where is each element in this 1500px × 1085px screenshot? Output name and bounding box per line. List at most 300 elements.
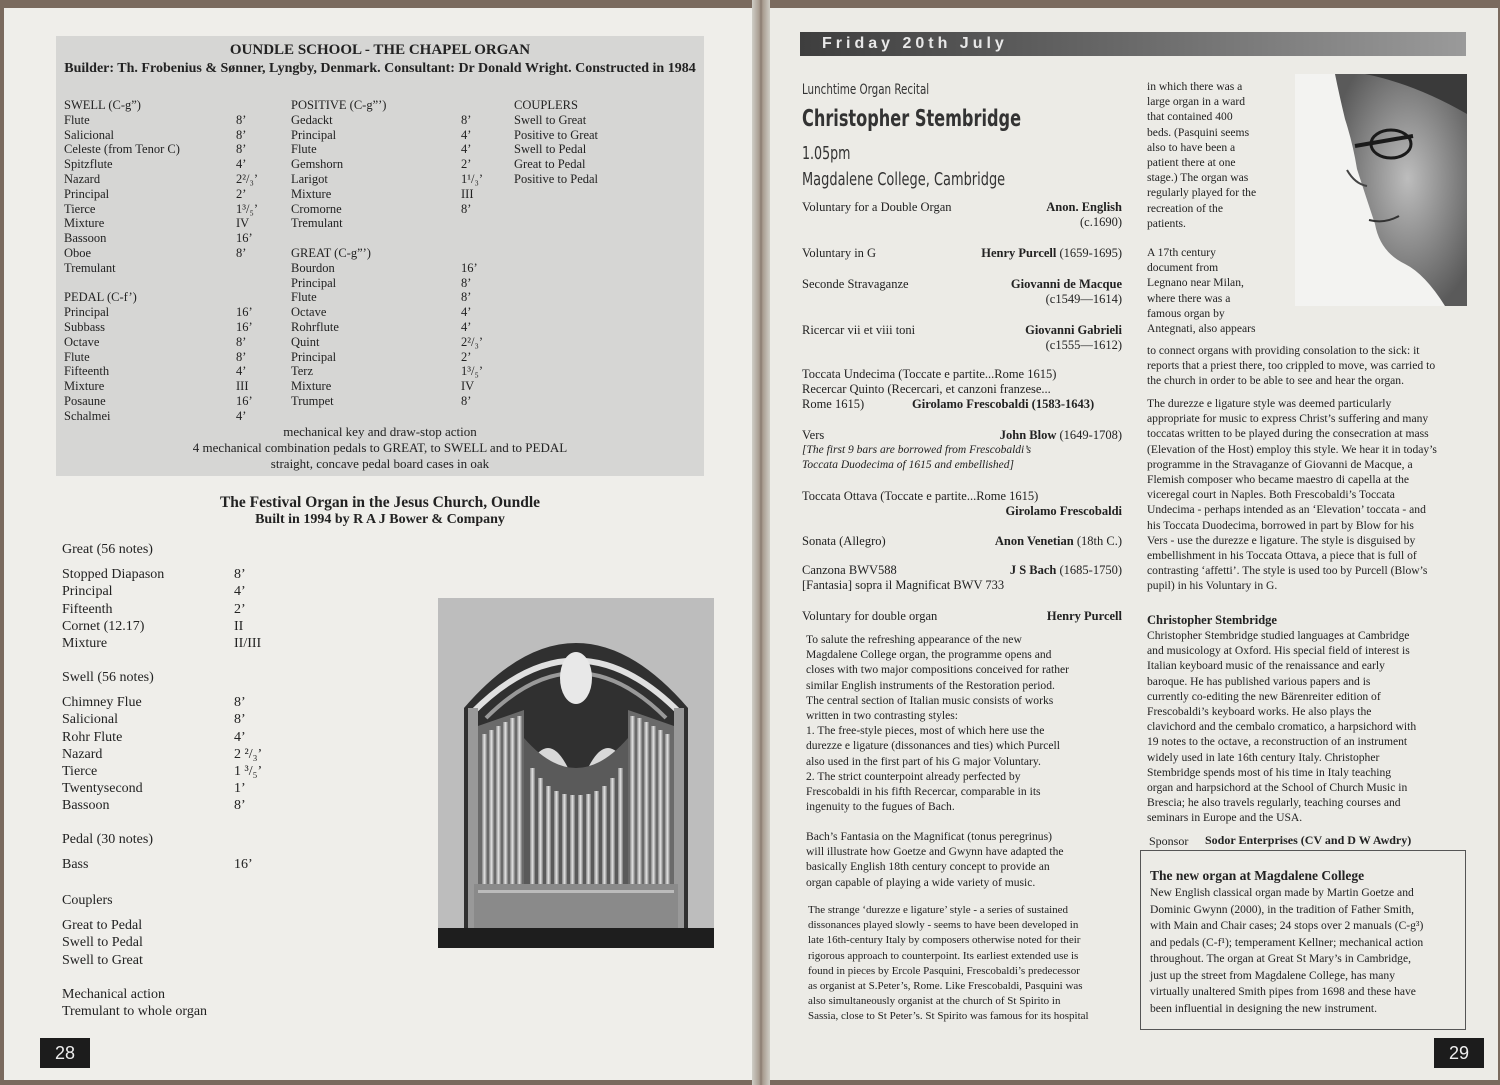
festival-couplers-heading: Couplers: [62, 893, 113, 908]
stop-name: Tremulant: [291, 216, 343, 231]
stop-size: III: [236, 379, 249, 394]
stop-size: 2’: [461, 349, 472, 364]
text-line: rigorous approach to counterpoint. Its earliest extended use is: [808, 949, 1079, 962]
stop-row: [64, 112, 247, 128]
programme-note: Toccata Duodecima of 1615 and embellished]: [802, 459, 1014, 471]
stop-size: II/III: [234, 635, 262, 651]
text-line: that contained 400: [1147, 110, 1233, 124]
stop-name: Mixture: [64, 216, 105, 231]
composer-dates: (18th C.): [1076, 534, 1122, 548]
programme-item: [802, 367, 1132, 412]
event-venue: Magdalene College, Cambridge: [802, 169, 1006, 190]
stop-row: [64, 157, 247, 172]
text-line: To salute the refreshing appearance of the new: [806, 633, 1022, 646]
text-line: pupil) in his Voluntary in G.: [1147, 579, 1278, 593]
text-line: written in two contrasting styles:: [806, 709, 958, 723]
stop-row: [64, 364, 247, 379]
notes-column-b: [1147, 245, 1297, 336]
text-line: famous organ by: [1147, 306, 1225, 320]
stop-size: 8’: [234, 712, 246, 728]
text-line: virtually unaltered Smith pipes from 1698 and these have: [1150, 985, 1416, 998]
festival-organ-subtitle: Built in 1994 by R A J Bower & Company: [255, 512, 505, 527]
couplers-list: [514, 113, 598, 187]
stop-size: 16’: [461, 260, 478, 275]
stop-row: [64, 349, 247, 365]
text-line: viceregal court in Naples. Both Frescobaldi’s Toccata: [1147, 488, 1395, 502]
stop-row: [291, 127, 472, 143]
work-title: Seconde Stravaganze: [802, 277, 909, 291]
stop-name: Principal: [291, 275, 337, 290]
stop-row: [62, 797, 246, 814]
stop-size: 1’: [234, 781, 246, 797]
stop-name: Schalmei: [64, 408, 111, 423]
composer-dates: (1685-1750): [1059, 563, 1122, 577]
text-line: late 16th-century Italy by composers otherwise noted for their: [808, 934, 1081, 947]
composer: Giovanni Gabrieli: [1025, 323, 1122, 337]
text-line: Undecima - perhaps intended as an ‘Elevation’ toccata - and: [1147, 503, 1426, 517]
stop-size: 1 ³/₅’: [234, 763, 263, 779]
stop-row: [64, 393, 253, 409]
stop-name: Flute: [291, 142, 317, 157]
text-line: Frescobaldi’s keyboard works. He also plays the: [1147, 705, 1372, 719]
text-line: Bach’s Fantasia on the Magnificat (tonus peregrinus): [806, 830, 1052, 843]
stop-size: 8’: [461, 275, 472, 290]
stop-name: Rohr Flute: [62, 729, 123, 745]
text-line: found in pieces by Ercole Pasquini, Frescobaldi’s predecessor: [808, 964, 1080, 977]
stop-row: [62, 601, 246, 618]
work-title: Rome 1615): [802, 397, 865, 411]
stop-name: Fifteenth: [64, 364, 110, 379]
stop-name: Mixture: [64, 379, 105, 394]
programme-notes-1: [806, 632, 1136, 814]
bio-text: [1147, 628, 1477, 826]
stop-row: [62, 746, 263, 763]
event-type: Lunchtime Organ Recital: [802, 82, 930, 98]
performer-portrait: [1295, 74, 1467, 306]
positive-heading: POSITIVE (C-g”’): [291, 98, 387, 112]
stop-size: 8’: [234, 695, 246, 711]
stop-name: Nazard: [62, 746, 103, 762]
text-line: reports that a priest there, too crippled to move, was carried to: [1147, 359, 1436, 373]
text-line: The durezze e ligature style was deemed particularly: [1147, 397, 1392, 410]
composer-dates: (c1555—1612): [1045, 338, 1122, 352]
composer-dates: (1649-1708): [1059, 428, 1122, 442]
programme-item: [802, 489, 1122, 519]
sponsor-name: Sodor Enterprises (CV and D W Awdry): [1205, 833, 1412, 847]
composer-dates: (c.1690): [1080, 215, 1122, 229]
stop-name: Principal: [62, 584, 113, 600]
text-line: Vers - use the durezze e ligature. The style is disguised by: [1147, 533, 1416, 547]
text-line: and musicology at Oxford. His special field of interest is: [1147, 644, 1410, 658]
stop-name: Salicional: [62, 712, 118, 728]
stop-size: 2’: [461, 157, 472, 172]
stop-size: 8’: [236, 349, 247, 364]
stop-size: 2²/₃’: [461, 334, 483, 349]
stop-size: 2²/₃’: [236, 171, 258, 186]
composer: Henry Purcell: [981, 246, 1057, 260]
festival-great-stops: [62, 566, 262, 652]
stop-name: Chimney Flue: [62, 695, 142, 711]
text-line: stage.) The organ was: [1147, 171, 1249, 185]
festival-swell-stops: [62, 694, 263, 814]
stop-size: 16’: [236, 393, 253, 408]
programme-notes-3: [808, 903, 1138, 1025]
stop-size: 8’: [236, 127, 247, 142]
programme-item: [802, 563, 1122, 593]
pedal-stops: [64, 305, 253, 423]
stop-row: [291, 393, 472, 409]
great-stops: [291, 260, 483, 409]
composer: Girolamo Frescobaldi (1583-1643): [912, 397, 1095, 411]
coupler-item: Swell to Great: [514, 112, 587, 127]
positive-stops: [291, 112, 483, 231]
programme-item: [802, 200, 1122, 230]
stop-size: 2’: [234, 601, 246, 617]
coupler-item: Swell to Great: [62, 952, 143, 968]
stop-row: [291, 186, 474, 202]
stop-name: Principal: [64, 305, 110, 320]
stop-name: Bassoon: [62, 798, 110, 814]
stop-row: [62, 618, 244, 635]
text-line: Dominic Gwynn (2000), in the tradition of Father Smith,: [1150, 902, 1415, 916]
stop-name: Quint: [291, 334, 320, 349]
stop-size: 8’: [236, 112, 247, 127]
stop-name: Posaune: [64, 393, 106, 408]
text-line: beds. (Pasquini seems: [1147, 125, 1250, 139]
text-line: 2. The strict counterpoint already perfected by: [806, 769, 1021, 783]
sponsor-label: Sponsor: [1149, 834, 1189, 848]
stop-name: Cornet (12.17): [62, 618, 145, 634]
stop-size: 8’: [234, 798, 246, 814]
stop-row: [291, 216, 386, 231]
coupler-item: Great to Pedal: [514, 157, 586, 172]
stop-row: [64, 171, 258, 187]
stop-name: Principal: [291, 127, 337, 142]
text-line: closes with two major compositions conceived for rather: [806, 663, 1070, 677]
festival-great-heading: Great (56 notes): [62, 542, 153, 557]
work-title: Toccata Ottava (Toccate e partite...Rome 1615): [802, 489, 1039, 503]
stop-row: [64, 379, 249, 394]
stop-size: II: [234, 618, 244, 634]
date-banner: Friday 20th July: [800, 32, 1466, 56]
stop-size: 16’: [234, 857, 253, 873]
stop-row: [291, 349, 472, 365]
text-line: baroque. He has published various papers and is: [1147, 674, 1371, 688]
stop-size: 4’: [461, 127, 472, 142]
text-line: will illustrate how Goetze and Gwynn have adapted the: [806, 845, 1064, 859]
text-line: patient there at one: [1147, 156, 1236, 170]
text-line: (Elevation of the Host) employ this style. We hear it in today’s: [1147, 442, 1437, 456]
text-line: 1. The free-style pieces, most of which here use the: [806, 724, 1045, 738]
stop-size: 8’: [461, 290, 472, 305]
pedal-heading: PEDAL (C-f’): [64, 290, 137, 305]
stop-name: Salicional: [64, 127, 114, 142]
stop-name: Trumpet: [291, 393, 334, 408]
stop-row: [62, 694, 246, 711]
stop-name: Tremulant: [64, 260, 116, 275]
text-line: throughout. The organ at Great St Mary’s in Cambridge,: [1150, 952, 1412, 965]
text-line: and pedals (C-f¹); temperament Kellner; mechanical action: [1150, 935, 1424, 949]
work-title: Sonata (Allegro): [802, 534, 886, 548]
stop-size: 4’: [236, 157, 247, 172]
stop-row: [64, 127, 247, 143]
stop-name: Fifteenth: [62, 601, 113, 617]
stop-name: Octave: [291, 305, 327, 320]
stop-size: 4’: [236, 364, 247, 379]
text-line: in which there was a: [1147, 80, 1243, 93]
stop-row: [62, 566, 246, 583]
text-line: clavichord and the cembalo cromatico, a harpsichord with: [1147, 720, 1417, 734]
new-organ-title: The new organ at Magdalene College: [1150, 868, 1365, 883]
text-line: Brescia; he also travels regularly, teaching courses and: [1147, 796, 1401, 810]
stop-size: 8’: [461, 112, 472, 127]
stop-row: [62, 635, 262, 652]
stop-name: Mixture: [291, 186, 332, 201]
text-line: his Toccata Duodecima, borrowed in part by Blow for his: [1147, 518, 1414, 532]
stop-name: Tierce: [62, 763, 98, 779]
text-line: large organ in a ward: [1147, 95, 1246, 109]
programme-item: [802, 246, 1122, 261]
stop-row: [62, 711, 246, 728]
event-time: 1.05pm: [802, 143, 851, 164]
stop-name: Principal: [64, 186, 110, 201]
composer: Anon Venetian: [994, 534, 1074, 548]
festival-swell-heading: Swell (56 notes): [62, 670, 154, 685]
work-title: Voluntary for double organ: [802, 609, 938, 623]
text-line: The strange ‘durezze e ligature’ style - a series of sustained: [808, 904, 1069, 916]
stop-name: Oboe: [64, 245, 92, 260]
bio-heading: Christopher Stembridge: [1147, 613, 1277, 627]
text-line: Antegnati, also appears: [1147, 322, 1256, 336]
programme-notes-2: [806, 829, 1136, 890]
composer: Giovanni de Macque: [1010, 277, 1122, 291]
stop-name: Flute: [64, 112, 90, 127]
stop-size: 8’: [461, 393, 472, 408]
programme-note: [The first 9 bars are borrowed from Frescobaldi’s: [802, 444, 1032, 456]
organ-photo: [438, 598, 714, 948]
text-line: to connect organs with providing consolation to the sick: it: [1147, 344, 1420, 357]
stop-row: [64, 245, 247, 261]
stop-row: [64, 231, 253, 246]
stop-row: [64, 201, 258, 217]
stop-size: 4’: [234, 729, 246, 745]
festival-footer-line: Mechanical action: [62, 986, 166, 1002]
stop-row: [291, 157, 472, 172]
positive-division: [291, 98, 483, 409]
programme-item: [802, 277, 1122, 307]
coupler-item: Swell to Pedal: [514, 142, 587, 157]
work-title: Recercar Quinto (Recercari, et canzoni franzese...: [802, 382, 1051, 396]
text-line: with Main and Chair cases; 24 stops over 2 manuals (C-g³): [1150, 919, 1424, 932]
text-line: durezze e ligature (dissonances and ties) which Purcell: [806, 739, 1060, 753]
stop-size: 1¹/₃’: [461, 171, 483, 186]
stop-row: [64, 186, 247, 202]
stop-size: 4’: [236, 408, 247, 423]
stop-size: 2’: [236, 186, 247, 201]
festival-pedal: [62, 831, 253, 873]
text-line: document from: [1147, 261, 1219, 275]
text-line: also to have been a: [1147, 140, 1236, 154]
stop-name: Cromorne: [291, 201, 342, 216]
text-line: organ and harpsichord at the School of Church Music in: [1147, 781, 1408, 795]
stop-row: [291, 290, 472, 305]
stop-name: Bourdon: [291, 260, 335, 275]
swell-stops: [64, 112, 258, 276]
text-line: Stembridge spends most of his time in Italy teaching: [1147, 765, 1392, 779]
text-line: where there was a: [1147, 291, 1231, 305]
stop-size: III: [461, 186, 474, 201]
festival-great: [62, 541, 262, 652]
festival-footer-line: Tremulant to whole organ: [62, 1003, 208, 1019]
new-organ-box: [1140, 850, 1466, 1030]
stop-name: Principal: [291, 349, 337, 364]
footer-line: mechanical key and draw-stop action: [283, 424, 477, 439]
stop-size: 4’: [461, 319, 472, 334]
book-gutter: [752, 0, 770, 1085]
text-line: organ capable of playing a wide variety of music.: [806, 875, 1036, 889]
text-line: the church in order to be able to see and hear the organ.: [1147, 374, 1404, 388]
stop-size: 16’: [236, 305, 253, 320]
text-line: Frescobaldi in his fifth Recercar, comparable in its: [806, 785, 1041, 799]
stop-row: [64, 216, 250, 231]
composer: Girolamo Frescobaldi: [1005, 504, 1122, 518]
text-line: Sassia, close to St Peter’s. St Spirito was famous for its hospital: [808, 1010, 1089, 1023]
stop-size: 16’: [236, 319, 253, 334]
text-line: Legnano near Milan,: [1147, 276, 1244, 290]
stop-size: 8’: [236, 245, 247, 260]
new-organ-text: [1150, 885, 1460, 1017]
text-line: widely used in late 16th century Italy. Christopher: [1147, 750, 1380, 764]
coupler-item: Great to Pedal: [62, 918, 143, 934]
stop-row: [291, 112, 472, 128]
text-line: Flemish composer who became maestro di capella at the: [1147, 473, 1410, 487]
work-title: Canzona BWV588: [802, 563, 897, 577]
stop-size: 8’: [461, 201, 472, 216]
text-line: A 17th century: [1147, 246, 1216, 259]
stop-size: 4’: [461, 142, 472, 157]
stop-row: [291, 171, 483, 187]
stop-row: [291, 334, 483, 350]
programme-item: [802, 609, 1122, 624]
text-line: regularly played for the: [1147, 186, 1257, 200]
text-line: embellishment in his Toccata Ottava, a piece that is full of: [1147, 549, 1417, 563]
page-28: [4, 8, 752, 1080]
footer-line: straight, concave pedal board cases in oak: [270, 456, 490, 471]
coupler-item: Swell to Pedal: [62, 935, 143, 951]
text-line: appropriate for music to express Christ’s suffering and many: [1147, 412, 1429, 426]
festival-pedal-heading: Pedal (30 notes): [62, 832, 153, 847]
swell-division: [64, 98, 258, 424]
stop-row: [62, 763, 263, 780]
stop-row: [64, 261, 180, 276]
stop-size: 4’: [461, 305, 472, 320]
chapel-organ-title: OUNDLE SCHOOL - THE CHAPEL ORGAN: [229, 42, 531, 58]
swell-heading: SWELL (C-g”): [64, 98, 141, 112]
stop-size: 8’: [236, 334, 247, 349]
stop-name: Rohrflute: [291, 319, 339, 334]
composer: Henry Purcell: [1046, 609, 1122, 623]
work-title: Ricercar vii et viii toni: [802, 323, 916, 337]
festival-pedal-stops: [62, 856, 253, 873]
stop-row: [291, 319, 472, 335]
text-line: New English classical organ made by Martin Goetze and: [1150, 886, 1414, 899]
notes-column-c: [1147, 343, 1477, 389]
composer: J S Bach: [1009, 563, 1057, 577]
composer-dates: (c1549—1614): [1045, 292, 1122, 306]
stop-size: 8’: [236, 142, 247, 157]
stop-name: Mixture: [291, 379, 332, 394]
chapel-organ-box: [56, 36, 704, 476]
performer-name: Christopher Stembridge: [802, 106, 1022, 132]
stop-row: [62, 856, 253, 873]
festival-couplers: [62, 892, 207, 1020]
chapel-organ-subtitle: Builder: Th. Frobenius & Sønner, Lyngby, Denmark. Consultant: Dr Donald Wright. Constructed in 1984: [64, 61, 696, 76]
text-line: Italian keyboard music of the renaissance and early: [1147, 659, 1385, 673]
stop-name: Stopped Diapason: [62, 567, 165, 583]
text-line: similar English instruments of the Restoration period.: [806, 678, 1055, 692]
text-line: basically English 18th century concept to provide an: [806, 860, 1050, 874]
composer-dates: (1659-1695): [1059, 246, 1122, 260]
work-title: [Fantasia] sopra il Magnificat BWV 733: [802, 578, 1005, 592]
stop-size: 4’: [234, 584, 246, 600]
notes-column-a: [1147, 79, 1297, 231]
text-line: just up the street from Magdalene College, has many: [1150, 968, 1396, 982]
stop-name: Mixture: [62, 635, 108, 651]
stop-row: [291, 364, 483, 379]
work-title: Vers: [802, 428, 825, 442]
festival-swell: [62, 669, 263, 815]
text-line: dissonances played slowly - seems to have been developed in: [808, 919, 1079, 932]
stop-row: [291, 201, 472, 217]
great-heading: GREAT (C-g”’): [291, 245, 371, 260]
text-line: patients.: [1147, 216, 1186, 230]
stop-size: 2 ²/₃’: [234, 746, 263, 762]
page-29: [770, 8, 1498, 1080]
stop-row: [62, 583, 246, 600]
stop-row: [62, 780, 246, 797]
text-line: also used in the first part of his G major Voluntary.: [806, 754, 1041, 768]
page-number-right: 29: [1434, 1038, 1484, 1068]
text-line: Magdalene College organ, the programme opens and: [806, 648, 1052, 662]
stop-name: Gedackt: [291, 112, 333, 127]
stop-size: 1³/₅’: [236, 201, 258, 216]
programme-item: [802, 534, 1122, 549]
stop-row: [64, 305, 253, 320]
footer-line: 4 mechanical combination pedals to GREAT, to SWELL and to PEDAL: [192, 440, 568, 455]
stop-row: [291, 379, 475, 394]
stop-row: [291, 275, 472, 291]
stop-size: 16’: [236, 231, 253, 246]
text-line: recreation of the: [1147, 201, 1223, 215]
text-line: as organist at S.Peter’s, Rome. Like Frescobaldi, Pasquini was: [808, 980, 1083, 993]
stop-name: Flute: [291, 290, 317, 305]
stop-name: Tierce: [64, 201, 96, 216]
stop-name: Celeste (from Tenor C): [64, 142, 180, 157]
organ-illustration: [438, 598, 714, 948]
text-line: 19 notes to the octave, a reconstruction of an instrument: [1147, 735, 1408, 749]
stop-name: Bass: [62, 857, 89, 873]
stop-name: Gemshorn: [291, 157, 344, 172]
text-line: been influential in designing the new instrument.: [1150, 1001, 1377, 1015]
stop-size: 8’: [234, 567, 246, 583]
text-line: contrasting ‘affetti’. The style is used too by Purcell (Blow’s: [1147, 564, 1428, 578]
stop-row: [64, 334, 247, 350]
festival-organ-header: [60, 494, 700, 528]
text-line: ingenuity to the fugues of Bach.: [806, 800, 955, 814]
work-title: Voluntary in G: [802, 246, 877, 260]
stop-name: Subbass: [64, 319, 105, 334]
coupler-item: Positive to Great: [514, 127, 599, 142]
